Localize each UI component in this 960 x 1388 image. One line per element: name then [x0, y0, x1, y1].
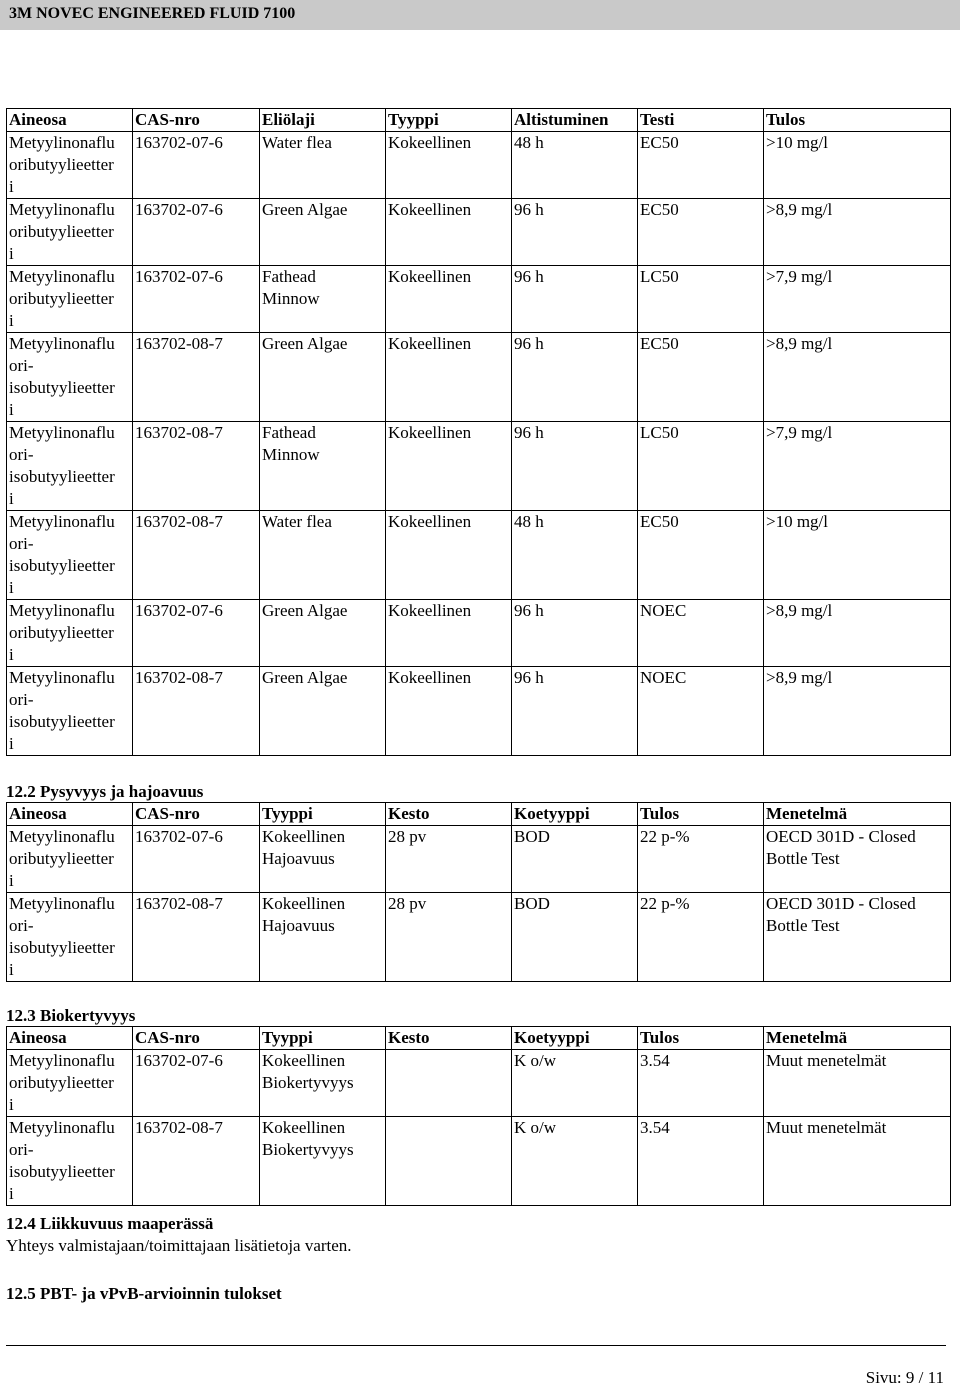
ecotoxicity-table	[6, 108, 951, 756]
table-cell: 3.54	[638, 1117, 764, 1206]
table-row	[7, 333, 951, 422]
table-cell: Metyylinonaflu ori- isobutyylieetter i	[7, 893, 133, 982]
table-cell: Green Algae	[260, 333, 386, 422]
table-cell: Metyylinonaflu oributyylieetter i	[7, 132, 133, 199]
section-title-persistence: 12.2 Pysyvyys ja hajoavuus	[6, 782, 204, 801]
bioaccumulation-table	[6, 1026, 951, 1206]
column-header: Kesto	[386, 1027, 512, 1050]
table-cell: Fathead Minnow	[260, 266, 386, 333]
table-cell: Kokeellinen Biokertyvyys	[260, 1117, 386, 1206]
table-cell: OECD 301D - Closed Bottle Test	[764, 826, 951, 893]
table-cell: 96 h	[512, 333, 638, 422]
degradability-table	[6, 802, 951, 982]
table-row	[7, 1050, 951, 1117]
table-cell: 96 h	[512, 422, 638, 511]
table-cell: 163702-08-7	[133, 333, 260, 422]
column-header: Eliölaji	[260, 109, 386, 132]
page-number: Sivu: 9 / 11	[865, 1368, 944, 1387]
column-header: Kesto	[386, 803, 512, 826]
table-cell: Kokeellinen	[386, 511, 512, 600]
table-cell: >10 mg/l	[764, 132, 951, 199]
table-cell: Kokeellinen	[386, 199, 512, 266]
table-cell: 96 h	[512, 600, 638, 667]
table-cell: Fathead Minnow	[260, 422, 386, 511]
document-header	[0, 0, 960, 30]
table-row	[7, 893, 951, 982]
table-cell: 96 h	[512, 266, 638, 333]
table-header-row	[7, 109, 951, 132]
table-cell	[386, 1050, 512, 1117]
table-cell: Kokeellinen	[386, 667, 512, 756]
table-row	[7, 199, 951, 266]
table-cell: K o/w	[512, 1117, 638, 1206]
table-cell: Kokeellinen	[386, 132, 512, 199]
table-cell: Water flea	[260, 511, 386, 600]
column-header: CAS-nro	[133, 803, 260, 826]
table-cell: Kokeellinen Hajoavuus	[260, 893, 386, 982]
table-cell: Metyylinonaflu ori- isobutyylieetter i	[7, 422, 133, 511]
table-cell: 96 h	[512, 199, 638, 266]
table-cell: 163702-07-6	[133, 600, 260, 667]
table-cell: EC50	[638, 333, 764, 422]
table-cell: 28 pv	[386, 826, 512, 893]
table-cell: 163702-07-6	[133, 132, 260, 199]
table-cell: LC50	[638, 422, 764, 511]
table-cell: Muut menetelmät	[764, 1050, 951, 1117]
column-header: Testi	[638, 109, 764, 132]
table-cell: >8,9 mg/l	[764, 600, 951, 667]
table-cell: Metyylinonaflu ori- isobutyylieetter i	[7, 511, 133, 600]
table-cell: Metyylinonaflu ori- isobutyylieetter i	[7, 333, 133, 422]
table-cell: Metyylinonaflu oributyylieetter i	[7, 1050, 133, 1117]
table-cell: 48 h	[512, 132, 638, 199]
column-header: Tulos	[764, 109, 951, 132]
column-header: Aineosa	[7, 803, 133, 826]
table-row	[7, 826, 951, 893]
column-header: Tyyppi	[260, 803, 386, 826]
table-row	[7, 132, 951, 199]
table-cell: BOD	[512, 893, 638, 982]
table-cell: EC50	[638, 511, 764, 600]
table-cell: >10 mg/l	[764, 511, 951, 600]
column-header: Tyyppi	[260, 1027, 386, 1050]
column-header: Koetyyppi	[512, 1027, 638, 1050]
table-cell: K o/w	[512, 1050, 638, 1117]
table-cell: Green Algae	[260, 199, 386, 266]
table-cell: 163702-08-7	[133, 667, 260, 756]
table-row	[7, 600, 951, 667]
table-cell: >7,9 mg/l	[764, 266, 951, 333]
table-cell: Kokeellinen	[386, 266, 512, 333]
column-header: Tulos	[638, 1027, 764, 1050]
table-cell: LC50	[638, 266, 764, 333]
table-cell: Metyylinonaflu oributyylieetter i	[7, 266, 133, 333]
column-header: Menetelmä	[764, 1027, 951, 1050]
table-cell: BOD	[512, 826, 638, 893]
table-row	[7, 266, 951, 333]
column-header: Menetelmä	[764, 803, 951, 826]
table-cell	[386, 1117, 512, 1206]
table-cell: Metyylinonaflu ori- isobutyylieetter i	[7, 1117, 133, 1206]
table-row	[7, 511, 951, 600]
table-cell: EC50	[638, 132, 764, 199]
section-title-mobility: 12.4 Liikkuvuus maaperässä	[6, 1214, 214, 1233]
table-cell: 48 h	[512, 511, 638, 600]
table-cell: NOEC	[638, 600, 764, 667]
table-cell: OECD 301D - Closed Bottle Test	[764, 893, 951, 982]
table-cell: 3.54	[638, 1050, 764, 1117]
section-title-pbt: 12.5 PBT- ja vPvB-arvioinnin tulokset	[6, 1284, 282, 1303]
table-cell: 163702-08-7	[133, 1117, 260, 1206]
section-title-bioaccumulation: 12.3 Biokertyvyys	[6, 1006, 136, 1025]
table-cell: >7,9 mg/l	[764, 422, 951, 511]
column-header: Koetyyppi	[512, 803, 638, 826]
table-cell: Metyylinonaflu oributyylieetter i	[7, 826, 133, 893]
column-header: Tulos	[638, 803, 764, 826]
table-cell: Green Algae	[260, 667, 386, 756]
footer-divider	[6, 1345, 946, 1346]
table-cell: >8,9 mg/l	[764, 667, 951, 756]
table-cell: 96 h	[512, 667, 638, 756]
table-cell: Metyylinonaflu ori- isobutyylieetter i	[7, 667, 133, 756]
table-cell: NOEC	[638, 667, 764, 756]
table-cell: Muut menetelmät	[764, 1117, 951, 1206]
table-cell: Green Algae	[260, 600, 386, 667]
table-cell: 22 p-%	[638, 826, 764, 893]
table-cell: Kokeellinen	[386, 422, 512, 511]
table-row	[7, 667, 951, 756]
table-cell: 163702-08-7	[133, 893, 260, 982]
table-cell: Metyylinonaflu oributyylieetter i	[7, 600, 133, 667]
document-title: 3M NOVEC ENGINEERED FLUID 7100	[9, 5, 296, 22]
column-header: CAS-nro	[133, 1027, 260, 1050]
mobility-text: Yhteys valmistajaan/toimittajaan lisätietoja varten.	[6, 1236, 352, 1255]
table-cell: EC50	[638, 199, 764, 266]
table-row	[7, 422, 951, 511]
table-cell: >8,9 mg/l	[764, 199, 951, 266]
table-cell: Kokeellinen Hajoavuus	[260, 826, 386, 893]
table-row	[7, 1117, 951, 1206]
table-cell: Kokeellinen	[386, 600, 512, 667]
table-header-row	[7, 1027, 951, 1050]
column-header: Tyyppi	[386, 109, 512, 132]
table-cell: 163702-07-6	[133, 199, 260, 266]
table-cell: 22 p-%	[638, 893, 764, 982]
column-header: Altistuminen	[512, 109, 638, 132]
table-cell: 163702-07-6	[133, 826, 260, 893]
table-cell: 163702-08-7	[133, 422, 260, 511]
table-cell: Water flea	[260, 132, 386, 199]
table-cell: Kokeellinen Biokertyvyys	[260, 1050, 386, 1117]
table-cell: 163702-07-6	[133, 266, 260, 333]
table-cell: 28 pv	[386, 893, 512, 982]
column-header: Aineosa	[7, 1027, 133, 1050]
table-cell: >8,9 mg/l	[764, 333, 951, 422]
table-cell: 163702-08-7	[133, 511, 260, 600]
column-header: CAS-nro	[133, 109, 260, 132]
table-cell: Kokeellinen	[386, 333, 512, 422]
table-cell: Metyylinonaflu oributyylieetter i	[7, 199, 133, 266]
table-header-row	[7, 803, 951, 826]
table-cell: 163702-07-6	[133, 1050, 260, 1117]
column-header: Aineosa	[7, 109, 133, 132]
